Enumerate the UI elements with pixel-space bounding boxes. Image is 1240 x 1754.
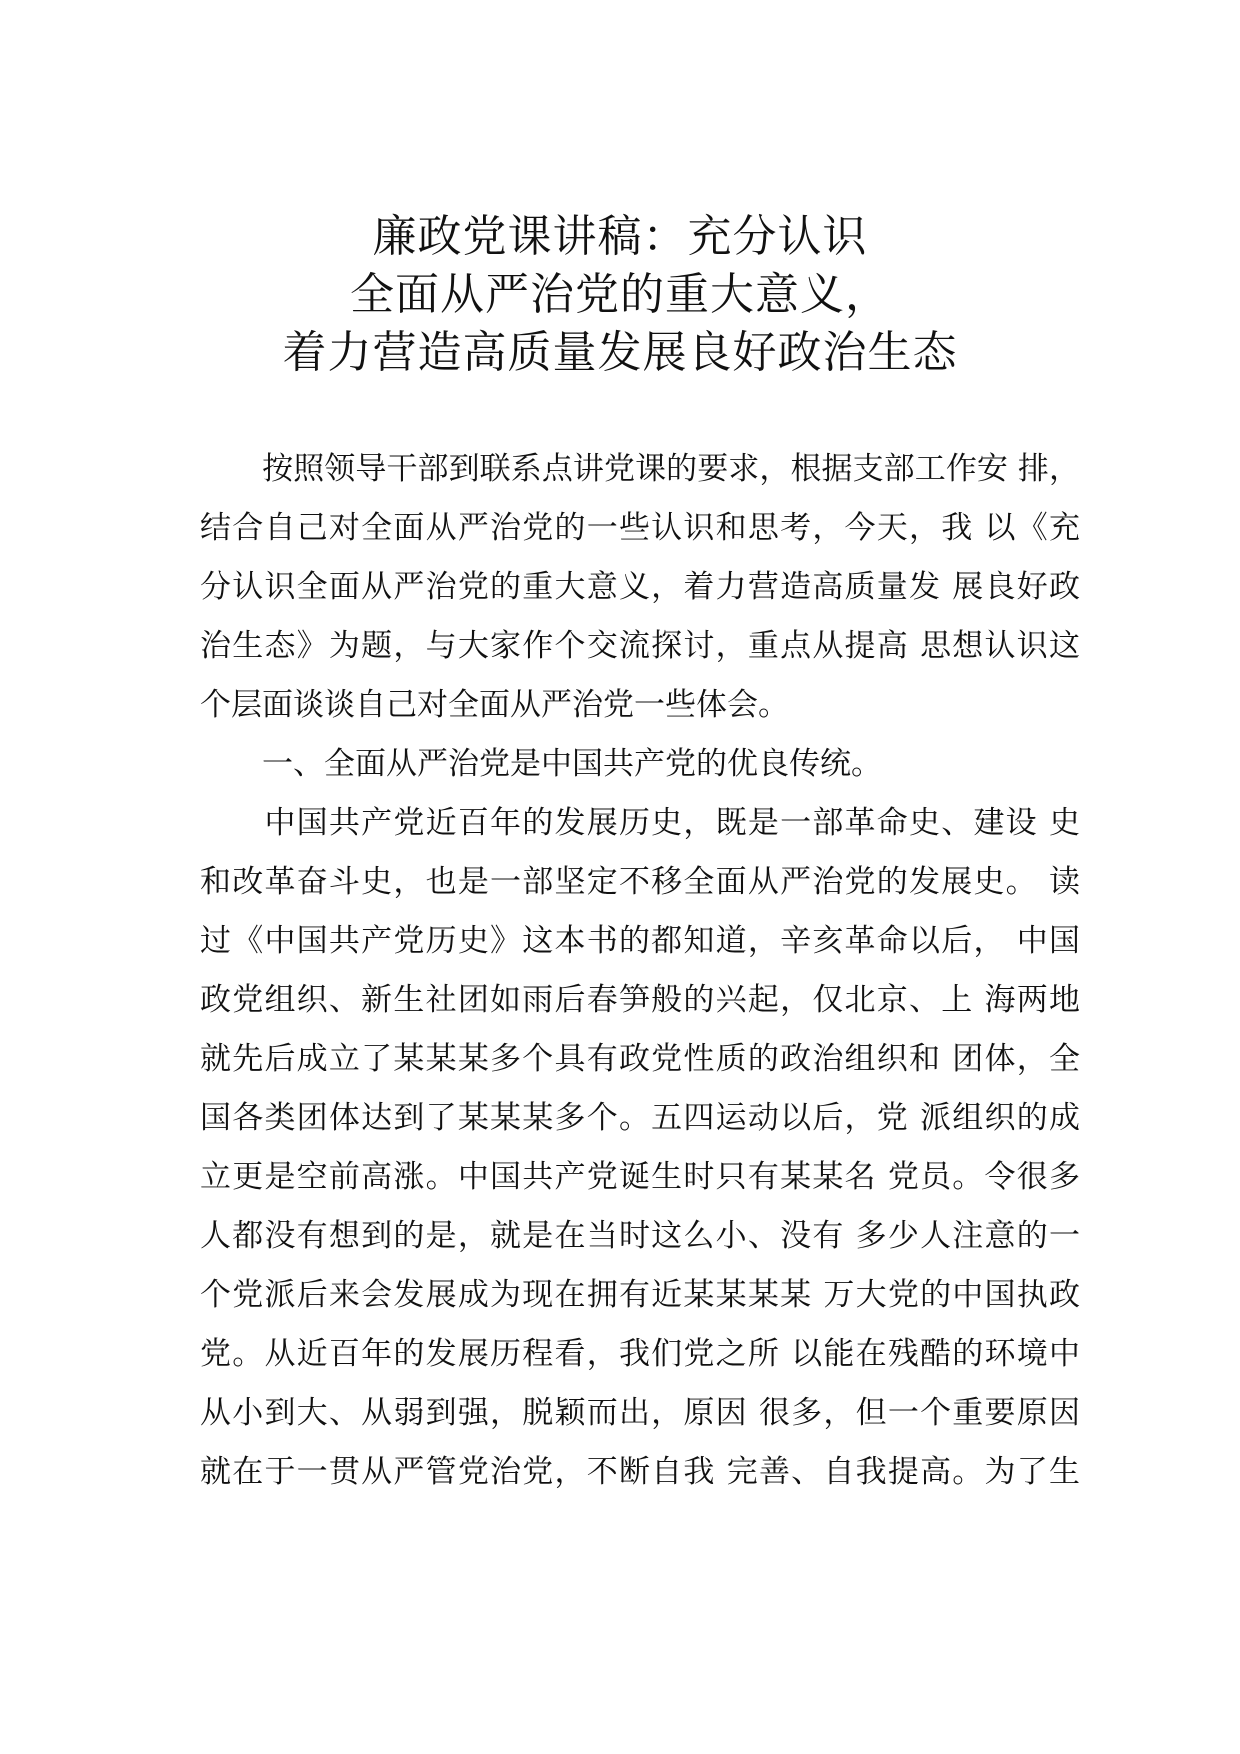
title-line-3: 着力营造高质量发展良好政治生态 [282,327,958,378]
body-line: 过《中国共产党历史》这本书的都知道，辛亥革命以后， 中国 [200,923,1080,959]
body-line: 结合自己对全面从严治党的一些认识和思考，今天，我 以《充 [200,510,1080,546]
section-heading: 一、全面从严治党是中国共产党的优良传统。 [200,746,882,782]
body-line: 就先后成立了某某某多个具有政党性质的政治组织和 团体，全 [200,1041,1080,1077]
body-line: 党。从近百年的发展历程看，我们党之所 以能在残酷的环境中 [200,1336,1080,1372]
body-line: 和改革奋斗史，也是一部坚定不移全面从严治党的发展史。 读 [200,864,1080,900]
body-line: 就在于一贯从严管党治党，不断自我 完善、自我提高。为了生 [200,1454,1080,1490]
body-line: 治生态》为题，与大家作个交流探讨，重点从提高 思想认识这 [200,628,1080,664]
body-line: 分认识全面从严治党的重大意义，着力营造高质量发 展良好政 [200,569,1080,605]
document-title [150,208,1090,382]
body-line: 从小到大、从弱到强，脱颖而出，原因 很多，但一个重要原因 [200,1395,1080,1431]
body-line: 政党组织、新生社团如雨后春笋般的兴起，仅北京、上 海两地 [200,982,1080,1018]
body-line: 按照领导干部到联系点讲党课的要求，根据支部工作安 排， [200,451,1080,487]
body-line: 个党派后来会发展成为现在拥有近某某某某 万大党的中国执政 [200,1277,1080,1313]
body-line: 个层面谈谈自己对全面从严治党一些体会。 [200,687,789,723]
body-line: 国各类团体达到了某某某多个。五四运动以后，党 派组织的成 [200,1100,1080,1136]
title-line-2: 全面从严治党的重大意义， [350,269,890,320]
body-line: 中国共产党近百年的发展历史，既是一部革命史、建设 史 [200,805,1080,841]
body-line: 立更是空前高涨。中国共产党诞生时只有某某名 党员。令很多 [200,1159,1080,1195]
document-body [200,440,1080,1502]
body-line: 人都没有想到的是，就是在当时这么小、没有 多少人注意的一 [200,1218,1080,1254]
title-line-1: 廉政党课讲稿：充分认识 [372,211,868,262]
